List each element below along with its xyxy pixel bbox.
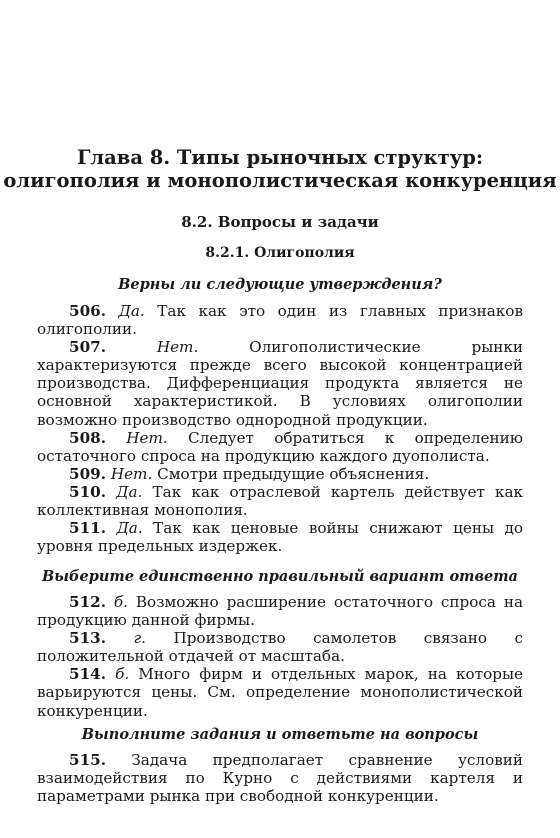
answer-text: Много фирм и отдельных марок, на которые варьируются цены. См. определение монополистической конкуренции. [37,665,524,720]
answer-verdict: Нет. [110,464,153,483]
answer-number: 515. [69,751,106,769]
answer-verdict: б. [115,665,130,684]
answers-block-true-false [37,302,523,555]
group-heading-tasks: Выполните задания и ответьте на вопросы [81,726,479,743]
answer-number: 514. [69,665,106,684]
answer-item [37,665,523,719]
chapter-title-line-1: Глава 8. Типы рыночных структур: [76,146,484,169]
answer-verdict: Да. [116,519,143,538]
chapter-title [0,146,560,192]
answer-verdict: Да. [118,302,145,320]
answer-item [37,751,523,805]
section-title: 8.2. Вопросы и задачи [181,213,379,231]
answer-item [37,593,523,629]
answer-item [37,429,523,465]
answer-text: Так как это один из главных признаков олигополии. [37,302,523,339]
group-heading-single-choice: Выберите единственно правильный вариант ответа [42,568,518,585]
answer-text: Смотри предыдущие объяснения. [157,464,430,483]
answer-verdict: Нет. [156,338,199,357]
answers-block-tasks [37,751,523,805]
answer-text: Так как ценовые войны снижают цены до уровня предельных издержек. [37,519,524,556]
answer-number: 507. [69,338,106,357]
answer-number: 506. [69,302,106,320]
answer-number: 510. [69,482,106,501]
answer-item [37,483,523,519]
answer-text: Задача предполагает сравнение условий взаимодействия по Курно с действиями картеля и параметрами рынка при свободной конкуренции. [37,751,524,806]
answer-verdict: Нет. [126,428,168,447]
answer-item [37,629,523,665]
answer-number: 508. [69,428,106,447]
answer-text: Следует обратиться к определению остаточного спроса на продукцию каждого дуополиста. [37,428,523,465]
group-heading-true-false: Верны ли следующие утверждения? [118,276,442,293]
answer-text: Производство самолетов связано с положительной отдачей от масштаба. [37,629,523,666]
answer-verdict: г. [133,629,146,648]
answer-verdict: б. [113,593,128,611]
answers-block-single-choice [37,593,523,720]
answer-text: Возможно расширение остаточного спроса на продукцию данной фирмы. [37,593,523,630]
answer-number: 512. [69,593,106,611]
answer-text: Олигополистические рынки характеризуются прежде всего высокой концентрацией производства. Дифференциация продукта является не основной характеристикой. В условиях олигополии возможно производство однородной продукции. [37,338,524,429]
answer-verdict: Да. [116,482,143,501]
answer-number: 511. [69,519,106,538]
subsection-title: 8.2.1. Олигополия [205,245,355,261]
answer-number: 513. [69,629,106,648]
answer-item [37,465,523,483]
answer-number: 509. [69,464,106,483]
chapter-title-line-2: олигополия и монополистическая конкуренция [3,169,557,192]
answer-item [37,338,523,428]
answer-item [37,302,523,338]
answer-text: Так как отраслевой картель действует как коллективная монополия. [37,482,524,520]
answer-item [37,519,523,555]
